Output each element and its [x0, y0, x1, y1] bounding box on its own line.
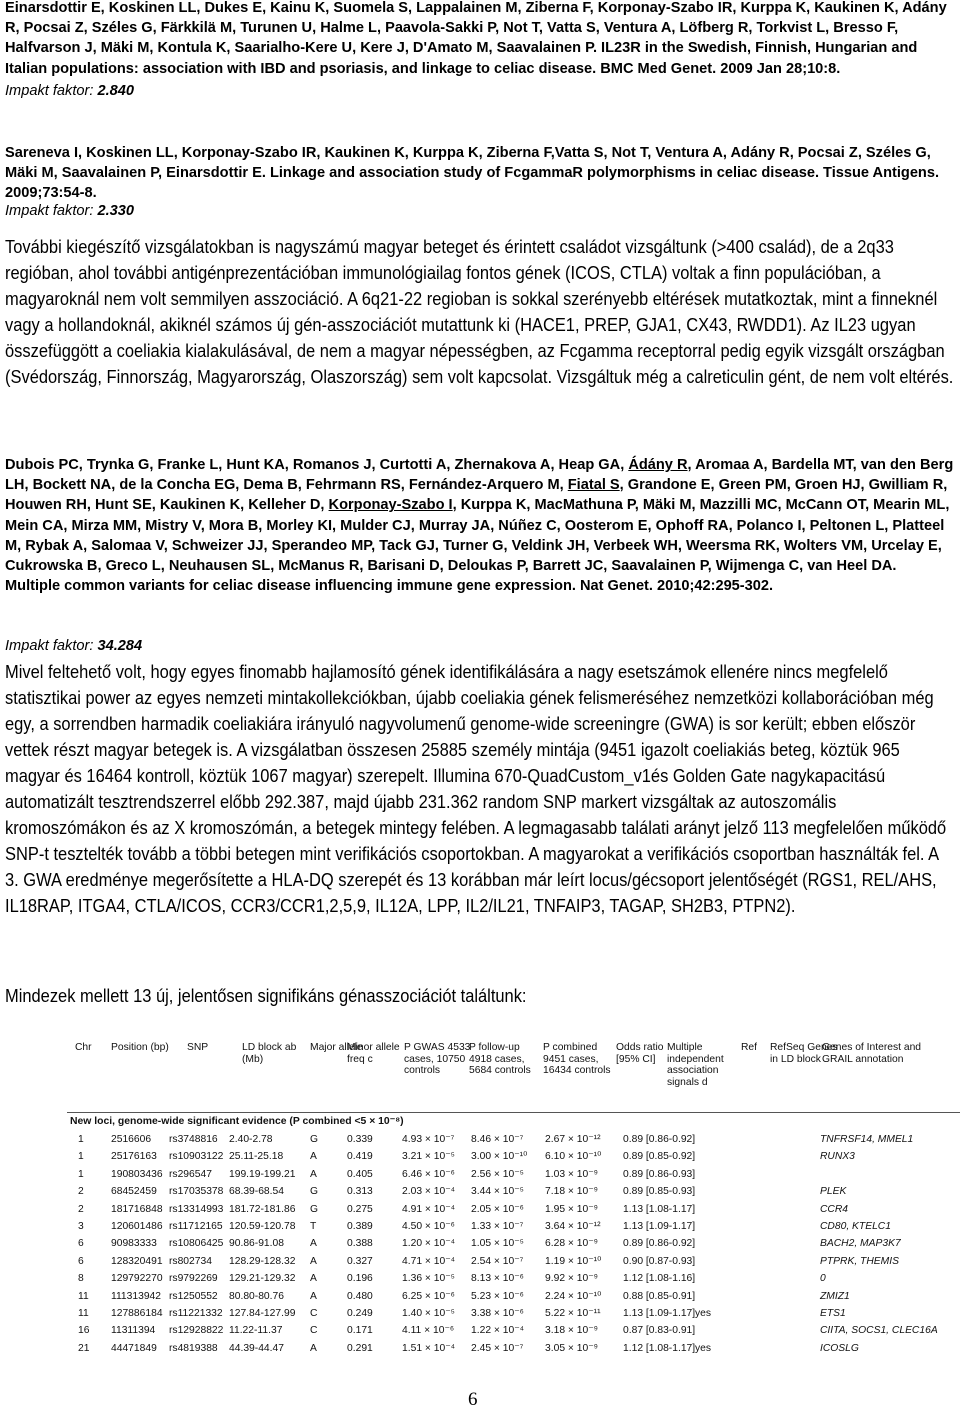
table-cell: 11311394	[111, 1325, 156, 1337]
reference-dubois: Dubois PC, Trynka G, Franke L, Hunt KA, Romanos J, Curtotti A, Zhernakova A, Heap GA, Ádány R, Aromaa A, Bardella MT, van den Berg LH, Bockett NA, de la Concha EG, Dema B, Fehrmann RS, Fernández-Arquero M, Fiatal S, Grandone E, Green PM, Groen HJ, Gwilliam R, Houwen RH, Hunt SE, Kaukinen K, Kelleher D, Korponay-Szabo I, Kurppa K, MacMathuna P, Mäki M, Mazzilli MC, McCann OT, Mearin ML, Mein CA, Mirza MM, Mistry V, Mora B, Morley KI, Mulder CJ, Murray JA, Núñez C, Oosterom E, Ophoff RA, Polanco I, Peltonen L, Platteel M, Rybak A, Salomaa V, Schweizer JJ, Sperandeo MP, Tack GJ, Turner G, Veldink JH, Verbeek WH, Weersma RK, Wolters VM, Urcelay E, Cukrowska B, Greco L, Neuhausen SL, McManus R, Barisani D, Deloukas P, Barrett JC, Saavalainen P, Wijmenga C, van Heel DA. Multiple common variants for celiac disease influencing immune gene expression. Nat Genet. 2010;42:295-302.	[5, 457, 954, 595]
author-fiatal-underlined: Fiatal S	[567, 477, 620, 494]
table-cell: 8.46 × 10⁻⁷	[471, 1134, 524, 1145]
table-cell: rs12928822	[169, 1325, 224, 1337]
table-subheading: New loci, genome-wide significant evidence (P combined <5 × 10⁻⁸)	[70, 1116, 404, 1127]
table-cell: 2516606	[111, 1134, 152, 1145]
table-cell: A	[310, 1273, 317, 1285]
table-cell: 127886184	[111, 1307, 163, 1319]
table-cell: rs9792269	[169, 1273, 218, 1285]
table-cell: RUNX3	[820, 1151, 855, 1163]
table-cell: 2.56 × 10⁻⁵	[471, 1168, 524, 1180]
author-korponay-underlined: Korponay-Szabo I	[328, 497, 453, 514]
body-paragraph-1: További kiegészítő vizsgálatokban is nagyszámú magyar beteget és érintett családot vizsgáltunk (>400 család), de a 2q33 regióban, ahol további antigénprezentációban immunológiailag fontos gének (ICOS, CTLA) voltak a finn populációban, a magyaroknál nem volt semmilyen asszociáció. A 6q21-22 regioban is sokkal szerényebb eltérések mutatkoztak, mint a finneknél vagy a hollandoknál, akiknél számos új gén-asszociációt mutattunk ki (HACE1, PREP, GJA1, CX43, RWDD1). Az IL23 ugyan összefüggött a coeliakia kialakulásával, de nem a magyar népességben, az Fcgamma receptorral pedig egyik vizsgált országban (Svédország, Finnország, Magyarország, Olaszország) sem volt kapcsolat. Vizsgáltuk még a calreticulin gént, de nem volt eltérés.	[5, 237, 954, 387]
table-cell: 2	[78, 1203, 84, 1215]
table-cell: 2	[78, 1186, 84, 1198]
table-cell: 2.45 × 10⁻⁷	[471, 1342, 524, 1354]
table-cell: 90983333	[111, 1238, 157, 1250]
table-cell: 1.05 × 10⁻⁵	[471, 1238, 524, 1250]
table-cell: 129.21-129.32	[229, 1273, 296, 1285]
table-cell: rs11221332	[169, 1307, 223, 1319]
table-cell: 16	[78, 1325, 90, 1337]
table-cell: 1.13 [1.09-1.17]	[623, 1220, 696, 1232]
table-cell: 11	[78, 1307, 89, 1319]
table-header-cell: SNP	[187, 1042, 209, 1053]
gwas-results-table	[67, 1034, 960, 1357]
table-cell: 6.46 × 10⁻⁶	[402, 1168, 455, 1180]
table-cell: 0.88 [0.85-0.91]	[623, 1290, 696, 1302]
table-cell: 181.72-181.86	[229, 1203, 296, 1215]
table-cell: 1	[78, 1151, 84, 1163]
table-cell: 0.89 [0.85-0.92]	[623, 1151, 696, 1163]
table-body	[67, 1131, 960, 1357]
table-cell: 21	[78, 1342, 90, 1354]
table-cell: 0.405	[347, 1168, 373, 1180]
table-cell: 0.339	[347, 1134, 373, 1145]
table-cell: 1.13 [1.08-1.17]	[623, 1203, 696, 1215]
table-cell: 0.389	[347, 1220, 373, 1232]
table-cell: 3.00 × 10⁻¹⁰	[471, 1151, 528, 1163]
table-row	[67, 1218, 960, 1235]
table-cell: rs11712165	[169, 1220, 223, 1232]
table-cell: 111313942	[111, 1290, 162, 1302]
table-cell: PTPRK, THEMIS	[820, 1255, 899, 1267]
table-cell: 0.89 [0.86-0.92]	[623, 1238, 696, 1250]
table-cell: 4.11 × 10⁻⁶	[402, 1325, 455, 1337]
table-row	[67, 1131, 960, 1148]
table-cell: 2.05 × 10⁻⁶	[471, 1203, 524, 1215]
table-cell: 5.23 × 10⁻⁶	[471, 1290, 524, 1302]
table-cell: A	[310, 1238, 317, 1250]
table-cell: 1.51 × 10⁻⁴	[402, 1342, 456, 1354]
table-row	[67, 1201, 960, 1218]
table-cell: 4.91 × 10⁻⁴	[402, 1203, 456, 1215]
table-cell: 9.92 × 10⁻⁹	[545, 1273, 599, 1285]
table-cell: 1.36 × 10⁻⁵	[402, 1273, 455, 1285]
table-cell: A	[310, 1290, 317, 1302]
table-cell: 0.291	[347, 1342, 373, 1354]
table-cell: 6.28 × 10⁻⁹	[545, 1238, 599, 1250]
table-cell: A	[310, 1151, 317, 1163]
table-cell: 8.13 × 10⁻⁶	[471, 1273, 524, 1285]
table-cell: 2.24 × 10⁻¹⁰	[545, 1290, 602, 1302]
table-cell: 44471849	[111, 1342, 157, 1354]
table-row	[67, 1270, 960, 1287]
table-cell: 1.20 × 10⁻⁴	[402, 1238, 456, 1250]
table-cell: 0.89 [0.86-0.92]	[623, 1134, 696, 1145]
table-cell: 68452459	[111, 1186, 157, 1198]
table-cell: 0.89 [0.86-0.93]	[623, 1168, 696, 1180]
table-cell: 120601486	[111, 1220, 163, 1232]
impact-factor-1: Impakt faktor: 2.840	[5, 83, 134, 99]
table-cell: 2.54 × 10⁻⁷	[471, 1255, 524, 1267]
table-cell: ZMIZ1	[820, 1290, 850, 1302]
table-cell: A	[310, 1342, 317, 1354]
page-number: 6	[468, 1389, 478, 1410]
table-row	[67, 1148, 960, 1165]
table-header-cell: Major allele	[310, 1042, 363, 1053]
table-header-cell: Position (bp)	[111, 1042, 169, 1053]
table-cell: rs13314993	[169, 1203, 224, 1215]
table-cell: 3	[78, 1220, 84, 1232]
table-cell: ETS1	[820, 1307, 846, 1319]
table-cell: 0.419	[347, 1151, 373, 1163]
body-paragraph-3: Mindezek mellett 13 új, jelentősen signifikáns génasszociációt találtunk:	[5, 986, 527, 1006]
table-cell: 0.90 [0.87-0.93]	[623, 1255, 696, 1267]
table-cell: ICOSLG	[820, 1342, 859, 1354]
table-cell: 129792270	[111, 1273, 163, 1285]
table-header-cell: Chr	[75, 1042, 92, 1053]
impact-factor-3: Impakt faktor: 34.284	[5, 638, 143, 654]
table-cell: 0.313	[347, 1186, 373, 1198]
table-cell: PLEK	[820, 1186, 847, 1198]
table-cell: rs17035378	[169, 1186, 224, 1198]
reference-sareneva: Sareneva I, Koskinen LL, Korponay-Szabo IR, Kaukinen K, Kurppa K, Ziberna F,Vatta S, Not T, Ventura A, Adány R, Pocsai Z, Széles G, Mäki M, Saavalainen P, Einarsdottir E. Linkage and association study of FcgammaR polymorphisms in celiac disease. Tissue Antigens. 2009;73:54-8.	[5, 145, 940, 202]
table-cell: 2.03 × 10⁻⁴	[402, 1186, 456, 1198]
table-cell: 8	[78, 1273, 84, 1285]
table-cell: rs296547	[169, 1168, 212, 1180]
author-adany-underlined: Ádány R	[628, 457, 688, 473]
table-header-cell: LD block ab (Mb)	[242, 1042, 297, 1065]
table-cell: yes	[695, 1342, 712, 1354]
table-row	[67, 1235, 960, 1252]
table-cell: 0.196	[347, 1273, 373, 1285]
table-cell: 0.171	[347, 1325, 373, 1337]
table-cell: TNFRSF14, MMEL1	[820, 1134, 914, 1145]
table-cell: rs10903122	[169, 1151, 224, 1163]
table-cell: 5.22 × 10⁻¹¹	[545, 1307, 601, 1319]
table-cell: 1.13 [1.09-1.17]	[623, 1307, 696, 1319]
table-row	[67, 1253, 960, 1270]
table-cell: 1.22 × 10⁻⁴	[471, 1325, 525, 1337]
table-cell: 6	[78, 1238, 84, 1250]
table-row	[67, 1166, 960, 1183]
table-cell: 6.10 × 10⁻¹⁰	[545, 1151, 602, 1163]
table-row	[67, 1322, 960, 1339]
table-cell: 4.50 × 10⁻⁶	[402, 1220, 455, 1232]
table-cell: rs10806425	[169, 1238, 224, 1250]
impact-factor-2: Impakt faktor: 2.330	[5, 203, 134, 219]
table-row	[67, 1305, 960, 1322]
table-cell: 190803436	[111, 1168, 163, 1180]
table-cell: 128320491	[111, 1255, 163, 1267]
table-cell: 68.39-68.54	[229, 1186, 284, 1198]
table-header-cell: RefSeq Genes in LD block	[770, 1042, 838, 1065]
table-cell: 80.80-80.76	[229, 1290, 284, 1302]
table-cell: 1.12 [1.08-1.17]	[623, 1342, 696, 1354]
table-cell: 11	[78, 1290, 89, 1302]
table-cell: yes	[695, 1307, 712, 1319]
table-cell: 199.19-199.21	[229, 1168, 296, 1180]
table-cell: 0.388	[347, 1238, 373, 1250]
table-header-cell: Genes of Interest and GRAIL annotation	[822, 1042, 922, 1065]
table-cell: 2.67 × 10⁻¹²	[545, 1134, 601, 1145]
table-cell: BACH2, MAP3K7	[820, 1238, 901, 1250]
table-cell: 1	[78, 1168, 84, 1180]
table-cell: 0.480	[347, 1290, 373, 1302]
table-cell: 0.275	[347, 1203, 373, 1215]
table-cell: 6	[78, 1255, 84, 1267]
table-header-cell: Odds ratio [95% CI]	[616, 1042, 664, 1065]
table-cell: 25176163	[111, 1151, 157, 1163]
table-cell: rs4819388	[169, 1342, 218, 1354]
table-cell: T	[310, 1220, 317, 1232]
table-cell: 127.84-127.99	[229, 1307, 296, 1319]
table-cell: C	[310, 1307, 318, 1319]
table-header-cell: Minor allele freq c	[347, 1042, 400, 1065]
table-header-cell: P combined 9451 cases, 16434 controls	[543, 1042, 611, 1076]
table-cell: 3.44 × 10⁻⁵	[471, 1186, 524, 1198]
table-cell: 1.03 × 10⁻⁹	[545, 1168, 599, 1180]
body-paragraph-2: Mivel feltehető volt, hogy egyes finomabb hajlamosító gének identifikálására a nagy esetszámok ellenére nincs megfelelő statisztikai power az egyes nemzeti mintakollekciókban, újabb coeliakia gének felismeréséhez nemzetközi kollaborációban még egy, a sorrendben harmadik coeliakiára irányuló nagyvolumenű genome-wide screeningre (GWA) is sor került; ebben először vettek részt magyar betegek is. A vizsgálatban összesen 25885 személy mintája (9451 igazolt coeliakiás beteg, köztük 965 magyar és 16464 kontroll, köztük 1067 magyar) szerepelt. Illumina 670-QuadCustom_v1és Golden Gate nagykapacitású automatizált tesztrendszerrel előbb 292.387, majd újabb 231.362 random SNP markert vizsgáltak az autoszomális kromoszómákon és az X kromoszómán, a betegek mintegy felében. A legmagasabb találati arányt jelző 113 megfelelően működő SNP-t tesztelték tovább a többi betegen mint verifikációs csoportokban. A magyarokat a verifikációs csoportban használták fel. A 3. GWA eredménye megerősítette a HLA-DQ szerepét és 13 korábban már leírt locus/gécsoport jelentőségét (RGS1, REL/AHS, IL18RAP, ITGA4, CTLA/ICOS, CCR3/CCR1,2,5,9, IL12A, LPP, IL2/IL21, TNFAIP3, TAGAP, SH2B3, PTPN2).	[5, 662, 947, 916]
table-cell: CCR4	[820, 1203, 849, 1215]
table-cell: 0	[820, 1273, 826, 1285]
table-cell: 0.327	[347, 1255, 373, 1267]
table-cell: 1.33 × 10⁻⁷	[471, 1220, 524, 1232]
table-cell: C	[310, 1325, 318, 1337]
reference-einarsdottir: Einarsdottir E, Koskinen LL, Dukes E, Kainu K, Suomela S, Lappalainen M, Ziberna F, Korponay-Szabo IR, Kurppa K, Kaukinen K, Adány R, Pocsai Z, Széles G, Färkkilä M, Turunen U, Halme L, Paavola-Sakki P, Not T, Vatta S, Ventura A, Löfberg R, Torkvist L, Bresso F, Halfvarson J, Mäki M, Kontula K, Saarialho-Kere U, Kere J, D'Amato M, Saavalainen P. IL23R in the Swedish, Finnish, Hungarian and Italian populations: association with IBD and psoriasis, and linkage to celiac disease. BMC Med Genet. 2009 Jan 28;10:8.	[5, 0, 947, 77]
table-cell: 2.40-2.78	[229, 1134, 273, 1145]
table-cell: 7.18 × 10⁻⁹	[545, 1186, 599, 1198]
table-cell: 0.249	[347, 1307, 373, 1319]
table-cell: 3.64 × 10⁻¹²	[545, 1220, 601, 1232]
table-cell: G	[310, 1186, 319, 1198]
table-row	[67, 1340, 960, 1357]
table-header-cell: P GWAS 4533 cases, 10750 controls	[404, 1042, 471, 1076]
table-cell: 25.11-25.18	[229, 1151, 284, 1163]
table-header	[67, 1034, 960, 1112]
table-header-cell: P follow-up 4918 cases, 5684 controls	[469, 1042, 531, 1076]
table-cell: 120.59-120.78	[229, 1220, 296, 1232]
table-cell: 1.40 × 10⁻⁵	[402, 1307, 455, 1319]
table-cell: 128.29-128.32	[229, 1255, 296, 1267]
table-cell: 1.12 [1.08-1.16]	[623, 1273, 696, 1285]
table-cell: A	[310, 1255, 317, 1267]
table-header-cell: Ref	[741, 1042, 758, 1053]
table-cell: 1.19 × 10⁻¹⁰	[545, 1255, 602, 1267]
table-header-cell: Multiple independent association signals d	[667, 1042, 724, 1088]
table-cell: 0.87 [0.83-0.91]	[623, 1325, 696, 1337]
table-cell: CD80, KTELC1	[820, 1220, 891, 1232]
table-cell: G	[310, 1203, 319, 1215]
table-cell: 3.18 × 10⁻⁹	[545, 1325, 599, 1337]
table-cell: rs802734	[169, 1255, 212, 1267]
table-cell: CIITA, SOCS1, CLEC16A	[820, 1325, 938, 1337]
table-row	[67, 1288, 960, 1305]
table-cell: 0.89 [0.85-0.93]	[623, 1186, 696, 1198]
table-cell: 4.93 × 10⁻⁷	[402, 1134, 455, 1145]
table-cell: 1.95 × 10⁻⁹	[545, 1203, 599, 1215]
table-cell: 6.25 × 10⁻⁶	[402, 1290, 455, 1302]
table-cell: 3.21 × 10⁻⁵	[402, 1151, 455, 1163]
table-cell: 4.71 × 10⁻⁴	[402, 1255, 456, 1267]
table-cell: 11.22-11.37	[229, 1325, 283, 1337]
table-row	[67, 1183, 960, 1200]
table-cell: 181716848	[111, 1203, 163, 1215]
table-cell: rs3748816	[169, 1134, 218, 1145]
table-cell: 90.86-91.08	[229, 1238, 284, 1250]
table-cell: A	[310, 1168, 317, 1180]
table-cell: 3.05 × 10⁻⁹	[545, 1342, 599, 1354]
table-cell: 3.38 × 10⁻⁶	[471, 1307, 524, 1319]
table-cell: G	[310, 1134, 319, 1145]
table-cell: 44.39-44.47	[229, 1342, 284, 1354]
table-cell: rs1250552	[169, 1290, 218, 1302]
table-cell: 1	[78, 1134, 84, 1145]
